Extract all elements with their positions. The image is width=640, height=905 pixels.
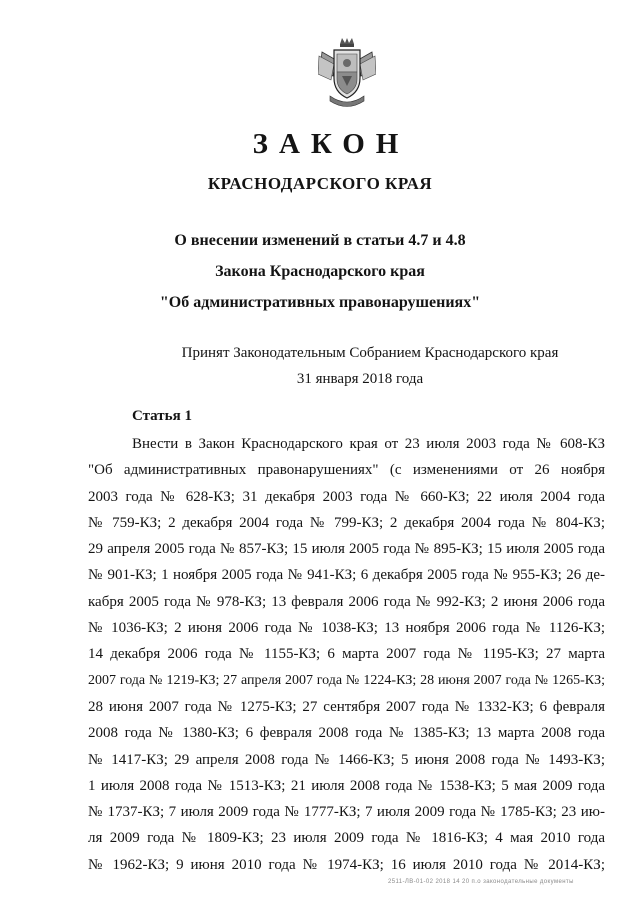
body-line: 2007 года № 1219-КЗ; 27 апреля 2007 года № 1224-КЗ; 28 июня 2007 года № 1265-КЗ; <box>88 672 605 688</box>
body-line: 29 апреля 2005 года № 857-КЗ; 15 июля 2005 года № 895-КЗ; 15 июля 2005 года <box>88 541 605 558</box>
adoption-date: 31 января 2018 года <box>296 371 424 387</box>
body-line: ля 2009 года № 1809-КЗ; 23 июля 2009 года № 1816-КЗ; 4 мая 2010 года <box>88 830 605 847</box>
body-line: № 1737-КЗ; 7 июля 2009 года № 1777-КЗ; 7 июля 2009 года № 1785-КЗ; 23 ию- <box>88 804 605 821</box>
body-line: № 1962-КЗ; 9 июня 2010 года № 1974-КЗ; 16 июля 2010 года № 2014-КЗ; <box>88 856 605 873</box>
body-line: № 901-КЗ; 1 ноября 2005 года № 941-КЗ; 6 декабря 2005 года № 955-КЗ; 26 де- <box>88 567 605 584</box>
krasnodar-coat-of-arms-icon <box>318 38 376 110</box>
law-heading-line: Закона Краснодарского края <box>215 263 425 280</box>
body-line: 14 декабря 2006 года № 1155-КЗ; 6 марта 2007 года № 1195-КЗ; 27 марта <box>88 646 605 663</box>
body-line: № 759-КЗ; 2 декабря 2004 года № 799-КЗ; 2 декабря 2004 года № 804-КЗ; <box>88 514 605 531</box>
law-heading-line: "Об административных правонарушениях" <box>159 294 481 311</box>
body-line: 2008 года № 1380-КЗ; 6 февраля 2008 года № 1385-КЗ; 13 марта 2008 года <box>88 725 605 742</box>
article-title: Статья 1 <box>132 408 192 424</box>
document-title: ЗАКОН <box>252 128 410 160</box>
body-line: 2003 года № 628-КЗ; 31 декабря 2003 года № 660-КЗ; 22 июля 2004 года <box>88 488 605 505</box>
body-line: "Об административных правонарушениях" (с изменениями от 26 ноября <box>88 462 605 479</box>
law-heading <box>0 225 640 318</box>
body-line: кабря 2005 года № 978-КЗ; 13 февраля 2006 года № 992-КЗ; 2 июня 2006 года <box>88 593 605 610</box>
article-body <box>88 431 605 878</box>
body-line: № 1036-КЗ; 2 июня 2006 года № 1038-КЗ; 13 ноября 2006 года № 1126-КЗ; <box>88 620 605 637</box>
law-heading-line: О внесении изменений в статьи 4.7 и 4.8 <box>174 232 466 249</box>
body-line: Внести в Закон Краснодарского края от 23 июля 2003 года № 608-КЗ <box>132 436 605 452</box>
document-subtitle: КРАСНОДАРСКОГО КРАЯ <box>207 174 433 193</box>
adoption-line: Принят Законодательным Собранием Краснодарского края <box>181 345 559 361</box>
body-line: 1 июля 2008 года № 1513-КЗ; 21 июля 2008 года № 1538-КЗ; 5 мая 2009 года <box>88 777 605 794</box>
body-line: 28 июня 2007 года № 1275-КЗ; 27 сентября 2007 года № 1332-КЗ; 6 февраля <box>88 698 605 715</box>
body-line: № 1417-КЗ; 29 апреля 2008 года № 1466-КЗ; 5 июня 2008 года № 1493-КЗ; <box>88 751 605 768</box>
adoption-info <box>0 340 640 392</box>
scan-footer-mark: 2511-ЛВ-01-02 2018 14 20 п.о законодательные документы <box>388 879 574 885</box>
